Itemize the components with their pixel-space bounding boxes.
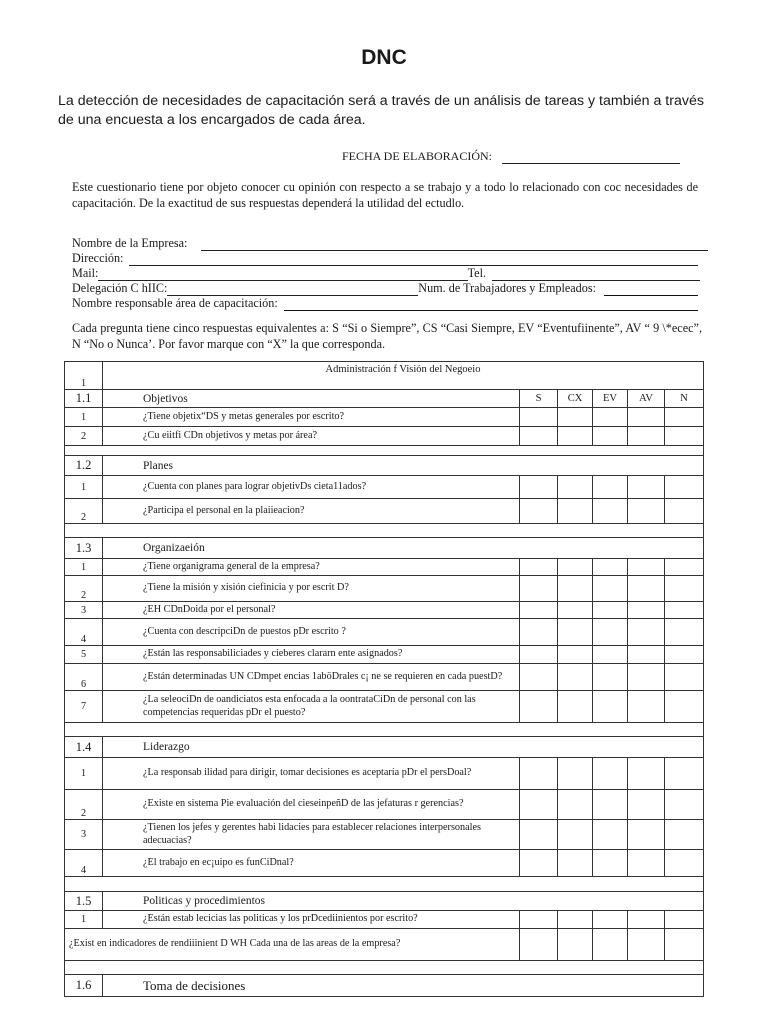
- section-title: Planes: [103, 456, 704, 476]
- answer-cell[interactable]: [558, 850, 593, 877]
- question-text: ¿El trabajo en ec¡uipo es funCiDnal?: [103, 850, 520, 877]
- spacer-cell: [65, 961, 704, 975]
- answer-cell[interactable]: [520, 850, 558, 877]
- question-number: 2: [65, 427, 103, 446]
- spacer-cell: [65, 446, 704, 456]
- question-number: 5: [65, 646, 103, 664]
- answer-cell[interactable]: [520, 664, 558, 691]
- answer-cell[interactable]: [593, 646, 628, 664]
- direccion-blank-line[interactable]: [129, 254, 698, 266]
- answer-cell[interactable]: [520, 619, 558, 646]
- question-row: [65, 820, 704, 850]
- question-text: ¿Exist en indicadores de rendiiinient D WH Cada una de las areas de la empresa?: [65, 929, 520, 961]
- empresa-blank-line[interactable]: [201, 239, 708, 251]
- answer-cell[interactable]: [665, 646, 704, 664]
- answer-cell[interactable]: [593, 820, 628, 850]
- answer-cell[interactable]: [628, 646, 665, 664]
- answer-cell[interactable]: [628, 929, 665, 961]
- question-row: [65, 790, 704, 820]
- answer-cell[interactable]: [665, 790, 704, 820]
- mail-blank-line[interactable]: [98, 269, 467, 281]
- question-number: 7: [65, 691, 103, 723]
- answer-cell[interactable]: [628, 427, 665, 446]
- answer-cell[interactable]: [593, 664, 628, 691]
- mail-label: Mail:: [72, 266, 99, 280]
- fecha-label: FECHA DE ELABORACIÓN:: [342, 149, 493, 163]
- answer-cell[interactable]: [665, 602, 704, 619]
- mail-tel-row: [72, 266, 708, 281]
- question-text: ¿Están estab lecicias las politicas y los prDcediinientos por escrito?: [103, 911, 520, 929]
- answer-cell[interactable]: [520, 691, 558, 723]
- answer-cell[interactable]: [593, 850, 628, 877]
- answer-cell[interactable]: [520, 820, 558, 850]
- answer-cell[interactable]: [665, 427, 704, 446]
- answer-cell[interactable]: [628, 820, 665, 850]
- answer-cell[interactable]: [593, 691, 628, 723]
- question-number: 1: [65, 911, 103, 929]
- answer-cell[interactable]: [665, 476, 704, 499]
- answer-cell[interactable]: [558, 911, 593, 929]
- question-text: ¿Cuenta con planes para lograr objetivDs cieta11ados?: [103, 476, 520, 499]
- answer-cell[interactable]: [665, 691, 704, 723]
- answer-cell[interactable]: [628, 911, 665, 929]
- section-title: Objetivos: [103, 390, 520, 408]
- answer-cell[interactable]: [593, 911, 628, 929]
- direccion-label: Dirección:: [72, 251, 124, 265]
- answer-cell[interactable]: [558, 820, 593, 850]
- answer-cell[interactable]: [665, 664, 704, 691]
- question-text: ¿Tiene la misión y xisión ciefinicia y por escrit D?: [103, 576, 520, 602]
- answer-cell[interactable]: [665, 911, 704, 929]
- company-fields: [72, 236, 708, 311]
- answer-cell[interactable]: [593, 602, 628, 619]
- answer-cell[interactable]: [593, 408, 628, 427]
- answer-cell[interactable]: [593, 499, 628, 524]
- question-text: ¿Tiene objetix“DS y metas generales por escrito?: [103, 408, 520, 427]
- answer-cell[interactable]: [520, 646, 558, 664]
- answer-cell[interactable]: [665, 820, 704, 850]
- question-row: [65, 911, 704, 929]
- section-title: Toma de decisiones: [103, 975, 704, 997]
- answer-cell[interactable]: [558, 758, 593, 790]
- answer-cell[interactable]: [558, 664, 593, 691]
- question-row: [65, 408, 704, 427]
- tel-blank-line[interactable]: [492, 269, 700, 281]
- fecha-blank-line[interactable]: [502, 150, 680, 164]
- question-row: [65, 664, 704, 691]
- answer-cell[interactable]: [558, 646, 593, 664]
- direccion-row: [72, 251, 708, 266]
- tel-label: Tel.: [467, 266, 486, 280]
- column-header-n: N: [665, 390, 704, 408]
- question-text: ¿Tienen los jefes y gerentes habi lidacies para establecer relaciones interpersonales adecuacias?: [103, 820, 520, 850]
- spacer-cell: [65, 877, 704, 892]
- answer-cell[interactable]: [628, 576, 665, 602]
- area-number: [65, 362, 103, 390]
- questionnaire-table: [64, 361, 704, 997]
- question-number: 2: [65, 576, 103, 602]
- question-number: 1: [65, 408, 103, 427]
- answer-cell[interactable]: [558, 602, 593, 619]
- answer-cell[interactable]: [593, 427, 628, 446]
- delegacion-row: [72, 281, 708, 296]
- section-title: Liderazgo: [103, 737, 704, 758]
- fecha-field: [342, 149, 680, 164]
- answer-cell[interactable]: [593, 929, 628, 961]
- answer-cell[interactable]: [628, 691, 665, 723]
- question-row: [65, 559, 704, 576]
- answer-cell[interactable]: [558, 559, 593, 576]
- question-row: [65, 850, 704, 877]
- purpose-paragraph: Este cuestionario tiene por objeto conocer cu opinión con respecto a se trabajo y a todo lo relacionado con coc necesidades de capacitación. De la exactitud de sus respuestas dependerá la utilidad del ectudlo.: [72, 180, 698, 210]
- section-title: Politicas y procedimientos: [103, 892, 704, 911]
- answer-cell[interactable]: [593, 619, 628, 646]
- answer-cell[interactable]: [520, 427, 558, 446]
- question-text: ¿La seleociDn de oandiciatos esta enfocada a la oontrataCiDn de personal con las competencias requeridas pDr el puesto?: [103, 691, 520, 723]
- answer-cell[interactable]: [665, 758, 704, 790]
- answer-cell[interactable]: [628, 664, 665, 691]
- answer-cell[interactable]: [558, 691, 593, 723]
- spacer-row: [65, 961, 704, 975]
- spacer-cell: [65, 723, 704, 737]
- answer-cell[interactable]: [665, 559, 704, 576]
- delegacion-label: Delegación C hIIC:: [72, 281, 168, 295]
- responsable-row: [72, 296, 708, 311]
- answer-cell[interactable]: [558, 790, 593, 820]
- answer-cell[interactable]: [628, 559, 665, 576]
- answer-cell[interactable]: [665, 499, 704, 524]
- section-header-row: [65, 737, 704, 758]
- answer-cell[interactable]: [558, 476, 593, 499]
- responsable-blank-line[interactable]: [284, 299, 698, 311]
- answer-cell[interactable]: [628, 758, 665, 790]
- answer-cell[interactable]: [558, 427, 593, 446]
- question-row: [65, 499, 704, 524]
- question-number: 6: [65, 664, 103, 691]
- section-number: 1.6: [65, 975, 103, 997]
- column-header-ev: EV: [593, 390, 628, 408]
- answer-cell[interactable]: [520, 576, 558, 602]
- document-title: DNC: [361, 46, 407, 69]
- answer-cell[interactable]: [628, 476, 665, 499]
- question-row: [65, 576, 704, 602]
- question-row: [65, 619, 704, 646]
- area-number-value: 1: [80, 378, 87, 389]
- answer-cell[interactable]: [520, 499, 558, 524]
- question-row: [65, 929, 704, 961]
- answer-cell[interactable]: [628, 602, 665, 619]
- intro-paragraph: La detección de necesidades de capacitación será a través de un análisis de tareas y también a través de una encuesta a los encargados de cada área.: [58, 93, 704, 128]
- question-number: 3: [65, 820, 103, 850]
- num-trabajadores-blank-line[interactable]: [604, 284, 698, 296]
- answer-cell[interactable]: [558, 619, 593, 646]
- answer-cell[interactable]: [665, 619, 704, 646]
- answer-cell[interactable]: [628, 850, 665, 877]
- answer-cell[interactable]: [593, 559, 628, 576]
- answer-cell[interactable]: [520, 790, 558, 820]
- spacer-row: [65, 877, 704, 892]
- answer-cell[interactable]: [665, 929, 704, 961]
- answer-cell[interactable]: [520, 602, 558, 619]
- answers-instructions: Cada pregunta tiene cinco respuestas equivalentes a: S “Si o Siempre”, CS “Casi Siempre, EV “Eventufiinente”, AV “ 9 \*ecec”, N “No o Nunca’. Por favor marque con “X” la que corresponda.: [72, 321, 702, 351]
- answer-cell[interactable]: [593, 790, 628, 820]
- answer-cell[interactable]: [558, 408, 593, 427]
- delegacion-blank-line[interactable]: [167, 284, 418, 296]
- question-row: [65, 691, 704, 723]
- spacer-row: [65, 446, 704, 456]
- answer-cell[interactable]: [628, 499, 665, 524]
- question-text: ¿La responsab ilidad para dirigir, tomar decisiones es aceptaría pDr el persDoal?: [103, 758, 520, 790]
- section-header-row: [65, 975, 704, 997]
- answer-cell[interactable]: [593, 576, 628, 602]
- question-text: ¿Participa el personal en la plaiieacion?: [103, 499, 520, 524]
- answer-cell[interactable]: [520, 758, 558, 790]
- empresa-label: Nombre de la Empresa:: [72, 236, 188, 250]
- responsable-label: Nombre responsable área de capacitación:: [72, 296, 278, 310]
- question-text: ¿Cu eiitfi CDn objetivos y metas por área?: [103, 427, 520, 446]
- section-number: 1.2: [65, 456, 103, 476]
- question-text: ¿Tiene organigrama general de la empresa?: [103, 559, 520, 576]
- question-number: 1: [65, 559, 103, 576]
- section-header-row: [65, 456, 704, 476]
- answer-cell[interactable]: [558, 929, 593, 961]
- column-header-s: S: [520, 390, 558, 408]
- question-row: [65, 758, 704, 790]
- column-header-av: AV: [628, 390, 665, 408]
- question-number: 2: [65, 790, 103, 820]
- section-header-row: [65, 538, 704, 559]
- num-trabajadores-label: Num. de Trabajadores y Empleados:: [418, 281, 596, 295]
- question-row: [65, 646, 704, 664]
- answer-cell[interactable]: [520, 911, 558, 929]
- spacer-cell: [65, 524, 704, 538]
- question-text: ¿Existe en sistema Pie evaluación del cieseinpeñD de las jefaturas r gerencias?: [103, 790, 520, 820]
- spacer-row: [65, 524, 704, 538]
- section-number: 1.5: [65, 892, 103, 911]
- answer-cell[interactable]: [558, 576, 593, 602]
- question-row: [65, 476, 704, 499]
- answer-cell[interactable]: [520, 476, 558, 499]
- answer-cell[interactable]: [628, 790, 665, 820]
- answer-cell[interactable]: [520, 408, 558, 427]
- answer-cell[interactable]: [520, 929, 558, 961]
- question-number: 2: [65, 499, 103, 524]
- answer-cell[interactable]: [665, 576, 704, 602]
- question-text: ¿Están las responsabiliciades y cieberes clararn ente asignados?: [103, 646, 520, 664]
- section-header-row: [65, 390, 704, 408]
- answer-cell[interactable]: [558, 499, 593, 524]
- question-number: 1: [65, 758, 103, 790]
- section-title: Organizaeión: [103, 538, 704, 559]
- area-header-row: [65, 362, 704, 390]
- question-row: [65, 427, 704, 446]
- answer-cell[interactable]: [628, 619, 665, 646]
- answer-cell[interactable]: [593, 758, 628, 790]
- question-number: 4: [65, 619, 103, 646]
- section-number: 1.4: [65, 737, 103, 758]
- question-number: 4: [65, 850, 103, 877]
- answer-cell[interactable]: [665, 850, 704, 877]
- question-number: 3: [65, 602, 103, 619]
- answer-cell[interactable]: [520, 559, 558, 576]
- question-text: ¿Están determinadas UN CDmpet encias 1aböDrales c¡ ne se requieren en cada puestD?: [103, 664, 520, 691]
- empresa-row: [72, 236, 708, 251]
- question-row: [65, 602, 704, 619]
- spacer-row: [65, 723, 704, 737]
- section-number: 1.3: [65, 538, 103, 559]
- section-header-row: [65, 892, 704, 911]
- question-number: 1: [65, 476, 103, 499]
- section-number: 1.1: [65, 390, 103, 408]
- area-title: Administración f Visión del Negoeio: [103, 362, 704, 390]
- question-text: ¿Cuenta con descripciDn de puestos pDr escrito ?: [103, 619, 520, 646]
- answer-cell[interactable]: [665, 408, 704, 427]
- answer-cell[interactable]: [628, 408, 665, 427]
- answer-cell[interactable]: [593, 476, 628, 499]
- question-text: ¿EH CDnDoida por el personal?: [103, 602, 520, 619]
- column-header-cx: CX: [558, 390, 593, 408]
